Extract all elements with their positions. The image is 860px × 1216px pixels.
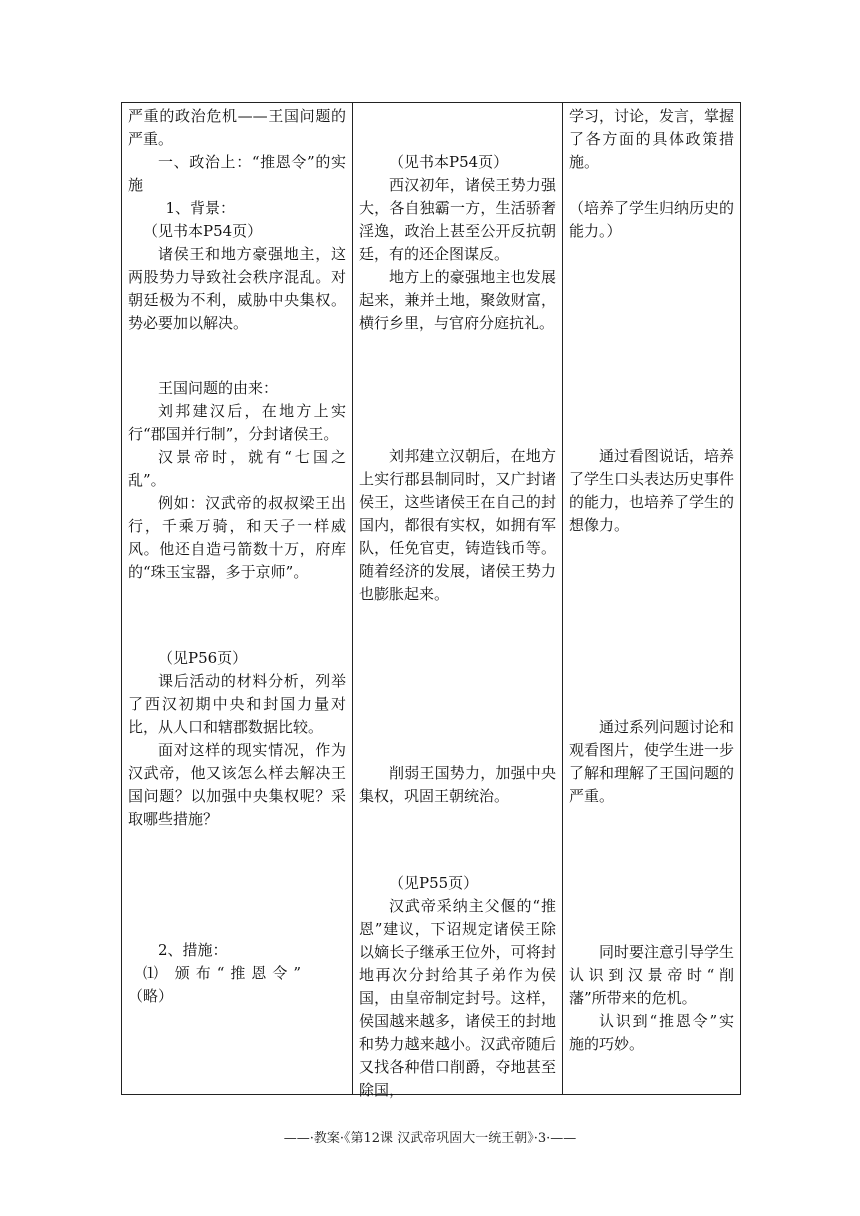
intro-text: 严重的政治危机——王国问题的严重。 bbox=[128, 107, 346, 148]
page-footer: ——·教案·《第12课 汉武帝巩固大一统王朝》·3·—— bbox=[283, 1131, 577, 1146]
liubang-block: 刘邦建立汉朝后，在地方上实行郡县制同时，又广封诸侯王，这些诸侯王在自己的封国内，都很有实权，如拥有军队，任免官吏，铸造钱币等。随着经济的发展，诸侯王势力也膨胀起来。 bbox=[359, 447, 556, 603]
intent-text-2: （培养了学生归纳历史的能力。） bbox=[569, 199, 735, 240]
content-column bbox=[122, 103, 353, 1095]
intent-column bbox=[563, 103, 741, 1095]
background-block: 1、背景： （见书本P54页） 诸侯王和地方豪强地主，这两股势力导致社会秩序混乱。对朝廷极为不利，威胁中央集权。势必要加以解决。 bbox=[128, 199, 346, 332]
p55-block: （见P55页） 汉武帝采纳主父偃的“推恩”建议，下诏规定诸侯王除以嫡长子继承王位外，可将封地再次分封给其子弟作为侯国，由皇帝制定封号。这样，侯国越来越多，诸侯王的封地和势力越来越小。汉武帝随后又找各种借口削爵，夺地甚至除国， bbox=[359, 874, 556, 1099]
explanation-column bbox=[353, 103, 563, 1099]
section1-heading: 一、政治上：“推恩令”的实施 bbox=[128, 153, 346, 194]
intent-text-5: 同时要注意引导学生认识到汉景帝时“削藩”所带来的危机。 认识到“推恩令”实施的巧妙。 bbox=[569, 943, 735, 1053]
intent-text-3: 通过看图说话，培养了学生口头表达历史事件的能力，也培养了学生的想像力。 bbox=[569, 447, 735, 534]
weaken-block: 削弱王国势力，加强中央集权，巩固王朝统治。 bbox=[359, 764, 556, 805]
origin-block: 王国问题的由来： 刘邦建汉后，在地方上实行“郡国并行制”，分封诸侯王。 汉景帝时，就有“七国之乱”。 例如：汉武帝的叔叔梁王出行，千乘万骑，和天子一样威风。他还自造弓箭数十万，府库的“珠玉宝器，多于京师”。 bbox=[128, 379, 346, 581]
measures-block: 2、措施： ⑴ 颁布“推恩令” （略） bbox=[128, 941, 308, 1005]
intent-text-1: 学习，讨论，发言，掌握了各方面的具体政策措施。 bbox=[569, 107, 735, 171]
p56-block: （见P56页） 课后活动的材料分析，列举了西汉初期中央和封国力量对比，从人口和辖郡数据比较。 面对这样的现实情况，作为汉武帝，他又该怎么样去解决王国问题？以加强中央集权呢？采取哪些措施？ bbox=[128, 649, 346, 828]
lesson-plan-table bbox=[121, 102, 741, 1099]
p54-block: （见书本P54页） 西汉初年，诸侯王势力强大，各自独霸一方，生活骄奢淫逸，政治上甚至公开反抗朝廷，有的还企图谋反。 地方上的豪强地主也发展起来，兼并土地，聚敛财富，横行乡里，与官府分庭抗礼。 bbox=[359, 153, 556, 332]
intent-text-4: 通过系列问题讨论和观看图片，使学生进一步了解和理解了王国问题的严重。 bbox=[569, 718, 735, 805]
